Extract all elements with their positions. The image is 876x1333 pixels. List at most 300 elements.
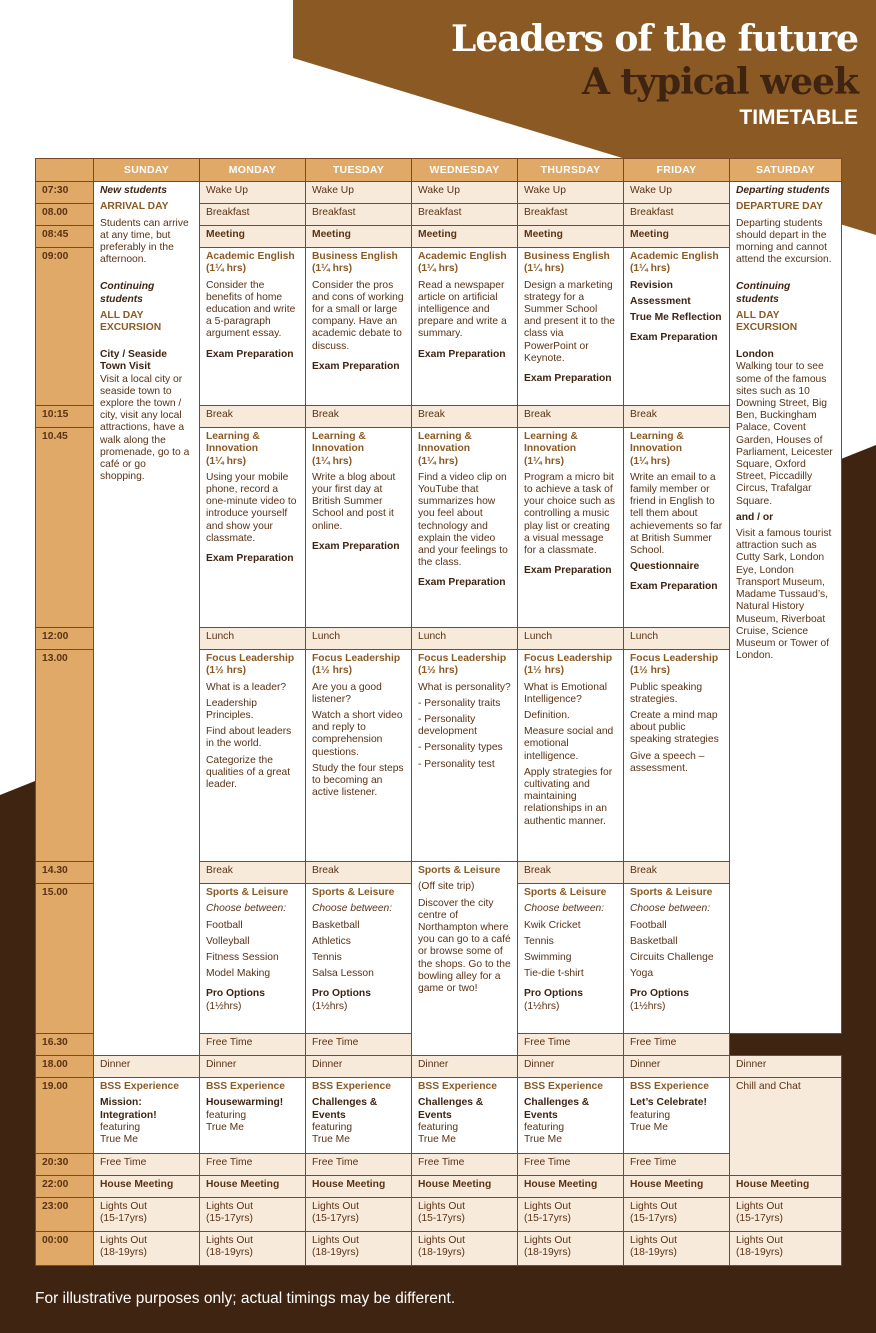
wed-lunch: Lunch [412,628,518,650]
mon-break: Break [200,406,306,428]
lights-out: Lights Out [206,1235,253,1247]
session-title: Business English [312,251,398,263]
session-hours: (1¼ hrs) [418,455,459,467]
lights-age: (15-17yrs) [100,1213,147,1225]
wed-focus [412,650,518,862]
session-text: What is Emotional Intelligence? [524,681,607,705]
time-cell: 08.00 [36,204,94,226]
tue-lunch: Lunch [306,628,412,650]
true-me: True Me [630,1121,668,1133]
tue-focus [306,650,412,862]
fri-bss [624,1078,730,1154]
mon-break2: Break [200,862,306,884]
lights-out-cell [624,1232,730,1266]
session-text: Apply strategies for cultivating and maintaining relationships in an authentic manner. [524,766,613,827]
session-title: Sports & Leisure [312,887,395,899]
bss-title: Challenges & Events [418,1097,484,1121]
activity: Fitness Session [206,952,279,964]
lights-age: (15-17yrs) [206,1213,253,1225]
corner-cell [36,159,94,182]
time-cell: 20:30 [36,1154,94,1176]
session-text: Design a marketing strategy for a Summer School and present it to the class via PowerPoint or Keynote. [524,279,616,364]
mon-academic [200,248,306,406]
wed-dinner: Dinner [412,1056,518,1078]
tue-bss [306,1078,412,1154]
session-title: Learning & Innovation [524,431,578,455]
mon-house: House Meeting [200,1176,306,1198]
mon-focus [200,650,306,862]
lights-out-cell [94,1198,200,1232]
lights-out: Lights Out [736,1235,783,1247]
choose-label: Choose between: [312,903,393,915]
fri-focus [624,650,730,862]
exam-preparation: Exam Preparation [524,373,612,385]
session-text: Watch a short video and reply to comprehension questions. [312,710,403,758]
session-hours: (1¼ hrs) [524,455,565,467]
session-text: Categorize the qualities of a great leader. [206,754,291,791]
session-title: Sports & Leisure [630,887,713,899]
featuring: featuring [312,1121,353,1133]
sunday-arrival: ARRIVAL DAY [100,201,169,213]
lights-age: (15-17yrs) [312,1213,359,1225]
exam-preparation: Exam Preparation [418,348,506,360]
session-text: Find a video clip on YouTube that summarizes how you feel about technology and explain the video and your feelings to the class. [418,471,508,569]
session-hours: (1½ hrs) [418,665,459,677]
lights-out: Lights Out [312,1235,359,1247]
sunday-city-title: City / Seaside Town Visit [100,349,167,373]
lights-out-cell [200,1198,306,1232]
header [451,18,858,132]
thu-lunch: Lunch [518,628,624,650]
session-hours: (1¼ hrs) [418,263,459,275]
time-cell: 13.00 [36,650,94,862]
day-tuesday: TUESDAY [306,159,412,182]
session-text: Using your mobile phone, record a one-minute video to introduce yourself and show your classmate. [206,471,297,544]
tue-free2: Free Time [306,1154,412,1176]
timetable-label: TIMETABLE [739,106,858,129]
sunday-city-text: Visit a local city or seaside town to explore the town / city, visit any local attractions, have a walk along the promenade, go to a café or go shopping. [100,373,190,483]
saturday-attraction-text: Visit a famous tourist attraction such as Cutty Sark, London Eye, London Transport Museum, Madame Tussaud’s, Natural History Museum, Riverboat Cruise, Science Museum or Tower of London. [736,528,832,662]
time-cell: 00:00 [36,1232,94,1266]
time-cell: 22:00 [36,1176,94,1198]
wed-meeting: Meeting [412,226,518,248]
session-title: Learning & Innovation [630,431,684,455]
activity: Athletics [312,935,351,947]
thu-sports [518,884,624,1034]
fri-learning [624,428,730,628]
featuring: featuring [524,1121,565,1133]
lights-out: Lights Out [630,1201,677,1213]
activity: Basketball [630,935,678,947]
fri-free2: Free Time [624,1154,730,1176]
activity: Model Making [206,968,271,980]
lights-out-cell [412,1232,518,1266]
session-text: Discover the city centre of Northampton where you can go to a café or browse some of the shops. Go to the bowling alley for a game or two! [418,897,511,995]
sunday-arrival-text: Students can arrive at any time, but preferably in the afternoon. [100,217,189,266]
pro-options: Pro Options [312,988,371,1000]
session-hours: (1¼ hrs) [206,263,247,275]
tue-dinner: Dinner [306,1056,412,1078]
lights-out-cell [730,1198,842,1232]
activity: Football [630,919,667,931]
session-text: What is a leader? [206,681,287,693]
featuring: featuring [418,1121,459,1133]
wed-breakfast: Breakfast [412,204,518,226]
exam-preparation: Exam Preparation [418,577,506,589]
thu-break2: Break [518,862,624,884]
sunday-new-students: New students [100,185,167,197]
exam-preparation: Exam Preparation [630,581,718,593]
session-hours: (1½ hrs) [206,665,247,677]
thu-house: House Meeting [518,1176,624,1198]
featuring: featuring [206,1109,247,1121]
footer-disclaimer: For illustrative purposes only; actual timings may be different. [35,1290,456,1307]
tue-learning [306,428,412,628]
activity: Tie-die t-shirt [524,968,584,980]
exam-preparation: Exam Preparation [206,553,294,565]
activity: Football [206,919,243,931]
fri-free: Free Time [624,1034,730,1056]
bss-title: Challenges & Events [312,1097,378,1121]
row-2300 [36,1198,842,1232]
activity: Tennis [312,952,342,964]
exam-preparation: Exam Preparation [524,565,612,577]
session-title: Focus Leadership [630,653,719,665]
row-0730 [36,182,842,204]
lights-out: Lights Out [418,1201,465,1213]
tue-meeting: Meeting [306,226,412,248]
saturday-london-text: Walking tour to see some of the famous sites such as 10 Downing Street, Big Ben, Buckingham Palace, Covent Garden, Houses of Parliament, Leicester Square, Oxford Street, Piccadilly Circus, Trafalgar Square. [736,361,833,507]
saturday-departing: Departing students [736,185,830,197]
true-me: True Me [418,1134,456,1146]
session-text: - Personality types [418,742,503,754]
day-friday: FRIDAY [624,159,730,182]
session-text: Give a speech – assessment. [630,750,705,774]
lights-age: (18-19yrs) [524,1247,571,1259]
day-sunday: SUNDAY [94,159,200,182]
choose-label: Choose between: [206,903,287,915]
lights-out-cell [624,1198,730,1232]
time-cell: 23:00 [36,1198,94,1232]
time-cell: 08:45 [36,226,94,248]
true-me: True Me [206,1121,244,1133]
pro-hours: (1½hrs) [206,1000,242,1012]
time-cell: 15.00 [36,884,94,1034]
lights-age: (15-17yrs) [418,1213,465,1225]
mon-breakfast: Breakfast [200,204,306,226]
fri-sports [624,884,730,1034]
time-cell: 19.00 [36,1078,94,1154]
true-me: True Me [312,1134,350,1146]
exam-preparation: Exam Preparation [312,360,400,372]
session-text: Consider the pros and cons of working for a small or large company. Have an academic debate to discuss. [312,279,404,352]
lights-out: Lights Out [100,1235,147,1247]
lights-out-cell [306,1198,412,1232]
thu-wake: Wake Up [518,182,624,204]
time-cell: 14.30 [36,862,94,884]
session-text: Read a newspaper article on artificial intelligence and prepare and write a summary. [418,279,507,340]
bss-title: Challenges & Events [524,1097,590,1121]
session-hours: (1¼ hrs) [524,263,565,275]
lights-age: (15-17yrs) [524,1213,571,1225]
time-cell: 18.00 [36,1056,94,1078]
wed-bss [412,1078,518,1154]
saturday-cell [730,182,842,1034]
wed-break: Break [412,406,518,428]
time-cell: 10:15 [36,406,94,428]
exam-preparation: Exam Preparation [312,540,400,552]
thu-dinner: Dinner [518,1056,624,1078]
true-me: True Me [524,1134,562,1146]
lights-out: Lights Out [630,1235,677,1247]
session-hours: (1½ hrs) [524,665,565,677]
row-0000 [36,1232,842,1266]
choose-label: Choose between: [524,903,605,915]
sat-dinner: Dinner [730,1056,842,1078]
activity: Basketball [312,919,360,931]
tue-sports [306,884,412,1034]
lights-age: (15-17yrs) [736,1213,783,1225]
day-wednesday: WEDNESDAY [412,159,518,182]
session-text: Consider the benefits of home education and write a 5-paragraph argument essay. [206,279,296,340]
lights-age: (18-19yrs) [312,1247,359,1259]
fri-break2: Break [624,862,730,884]
thu-free: Free Time [518,1034,624,1056]
saturday-london: London [736,349,774,361]
exam-preparation: Exam Preparation [630,332,718,344]
tue-break2: Break [306,862,412,884]
session-text: What is personality? [418,681,511,693]
mon-learning [200,428,306,628]
session-title: BSS Experience [418,1081,497,1093]
mon-lunch: Lunch [200,628,306,650]
lights-out: Lights Out [206,1201,253,1213]
lights-out: Lights Out [100,1201,147,1213]
tue-break: Break [306,406,412,428]
lights-out-cell [306,1232,412,1266]
saturday-continuing: Continuing students [736,281,791,305]
lights-out: Lights Out [524,1235,571,1247]
day-saturday: SATURDAY [730,159,842,182]
session-title: BSS Experience [100,1081,179,1093]
mon-free: Free Time [200,1034,306,1056]
tue-business [306,248,412,406]
session-text: Leadership Principles. [206,697,257,722]
lights-age: (15-17yrs) [630,1213,677,1225]
title: Leaders of the future [451,18,858,60]
mon-wake: Wake Up [200,182,306,204]
tue-free: Free Time [306,1034,412,1056]
wed-learning [412,428,518,628]
thu-bss [518,1078,624,1154]
lights-age: (18-19yrs) [100,1247,147,1259]
thu-learning [518,428,624,628]
session-hours: (1¼ hrs) [312,263,353,275]
thu-break: Break [518,406,624,428]
mon-dinner: Dinner [200,1056,306,1078]
wed-wake: Wake Up [412,182,518,204]
pro-options: Pro Options [524,988,583,1000]
lights-out-cell [94,1232,200,1266]
timetable [35,158,842,1266]
row-2030 [36,1154,842,1176]
activity: Yoga [630,968,654,980]
lights-out-cell [412,1198,518,1232]
session-hours: (1¼ hrs) [312,455,353,467]
sun-dinner: Dinner [94,1056,200,1078]
session-text: - Personality test [418,758,495,770]
session-title: Academic English [418,251,507,263]
pro-options: Pro Options [206,988,265,1000]
lights-age: (18-19yrs) [736,1247,783,1259]
lights-out: Lights Out [418,1235,465,1247]
session-title: BSS Experience [312,1081,391,1093]
session-title: BSS Experience [630,1081,709,1093]
thu-breakfast: Breakfast [518,204,624,226]
activity: Salsa Lesson [312,968,374,980]
activity: Kwik Cricket [524,919,581,931]
session-text: Public speaking strategies. [630,681,703,705]
session-title: Focus Leadership [418,653,507,665]
mon-sports [200,884,306,1034]
row-1800 [36,1056,842,1078]
pro-options: Pro Options [630,988,689,1000]
featuring: featuring [630,1109,671,1121]
lights-age: (18-19yrs) [418,1247,465,1259]
pro-hours: (1½hrs) [630,1000,666,1012]
pro-hours: (1½hrs) [312,1000,348,1012]
bss-title: Let’s Celebrate! [630,1097,707,1109]
session-title: Business English [524,251,610,263]
session-text: Measure social and emotional intelligence. [524,726,614,762]
bss-title: Mission: Integration! [100,1097,157,1121]
sun-house: House Meeting [94,1176,200,1198]
lights-age: (18-19yrs) [206,1247,253,1259]
fri-dinner: Dinner [624,1056,730,1078]
lights-out-cell [518,1198,624,1232]
time-cell: 10.45 [36,428,94,628]
session-title: Sports & Leisure [206,887,289,899]
activity: Volleyball [206,935,250,947]
session-text: Definition. [524,710,570,722]
choose-label: Choose between: [630,903,711,915]
wed-free2: Free Time [412,1154,518,1176]
session-trip: (Off site trip) [418,881,475,893]
session-text: Write a blog about your first day at British Summer School and post it online. [312,471,396,532]
session-text: - Personality development [418,714,477,738]
day-thursday: THURSDAY [518,159,624,182]
session-title: Focus Leadership [312,653,401,665]
session-title: Academic English [206,251,295,263]
session-text: Program a micro bit to achieve a task of your choice such as controlling a music play list or creating a visual message for a classmate. [524,471,616,557]
sun-bss [94,1078,200,1154]
tue-house: House Meeting [306,1176,412,1198]
session-title: Learning & Innovation [418,431,472,455]
row-2200 [36,1176,842,1198]
session-text: Are you a good listener? [312,681,382,705]
session-title: BSS Experience [206,1081,285,1093]
fri-academic [624,248,730,406]
thu-free2: Free Time [518,1154,624,1176]
questionnaire: Questionnaire [630,561,700,573]
session-title: Sports & Leisure [524,887,607,899]
session-title: Learning & Innovation [206,431,260,455]
sunday-cell [94,182,200,1056]
session-text: Study the four steps to becoming an active listener. [312,762,404,799]
fri-break: Break [624,406,730,428]
session-hours: (1½ hrs) [630,665,671,677]
session-title: Focus Leadership [206,653,295,665]
day-monday: MONDAY [200,159,306,182]
fri-meeting: Meeting [624,226,730,248]
mon-meeting: Meeting [200,226,306,248]
pro-hours: (1½hrs) [524,1000,560,1012]
true-me: True Me [100,1134,138,1146]
session-text: Write an email to a family member or friend in English to tell them about achievements so far at British Summer School. [630,471,723,557]
thu-focus [518,650,624,862]
session-assessment: Assessment [630,295,691,307]
session-hours: (1½ hrs) [312,665,353,677]
session-revision: Revision [630,279,673,291]
session-title: Learning & Innovation [312,431,366,455]
session-text: - Personality traits [418,697,501,709]
activity: Tennis [524,935,554,947]
row-1900 [36,1078,842,1154]
exam-preparation: Exam Preparation [206,348,294,360]
mon-bss [200,1078,306,1154]
tue-breakfast: Breakfast [306,204,412,226]
fri-breakfast: Breakfast [624,204,730,226]
session-title: BSS Experience [524,1081,603,1093]
session-title: Academic English [630,251,719,263]
bss-title: Housewarming! [206,1097,284,1109]
thu-meeting: Meeting [518,226,624,248]
session-hours: (1¼ hrs) [630,263,671,275]
lights-out: Lights Out [312,1201,359,1213]
time-cell: 09:00 [36,248,94,406]
sat-house: House Meeting [730,1176,842,1198]
saturday-excursion: ALL DAY EXCURSION [736,309,798,334]
session-text: Create a mind map about public speaking strategies [630,710,719,746]
sat-chill: Chill and Chat [730,1078,842,1176]
lights-age: (18-19yrs) [630,1247,677,1259]
featuring: featuring [100,1121,141,1133]
sunday-excursion: ALL DAY EXCURSION [100,309,162,334]
session-title: Focus Leadership [524,653,613,665]
lights-out: Lights Out [524,1201,571,1213]
sun-free: Free Time [94,1154,200,1176]
session-hours: (1¼ hrs) [206,455,247,467]
lights-out: Lights Out [736,1201,783,1213]
wed-house: House Meeting [412,1176,518,1198]
activity: Swimming [524,952,572,964]
session-hours: (1¼ hrs) [630,455,671,467]
session-reflection: True Me Reflection [630,312,722,324]
lights-out-cell [200,1232,306,1266]
mon-free2: Free Time [200,1154,306,1176]
subtitle: A typical week [581,61,858,103]
saturday-departure-day: DEPARTURE DAY [736,201,823,213]
session-text: Find about leaders in the world. [206,726,292,750]
lights-out-cell [730,1232,842,1266]
session-title: Sports & Leisure [418,865,501,877]
fri-wake: Wake Up [624,182,730,204]
saturday-and-or: and / or [736,511,774,523]
saturday-departure-text: Departing students should depart in the morning and cannot attend the excursion. [736,217,832,266]
time-cell: 07:30 [36,182,94,204]
sunday-continuing: Continuing students [100,281,155,305]
tue-wake: Wake Up [306,182,412,204]
